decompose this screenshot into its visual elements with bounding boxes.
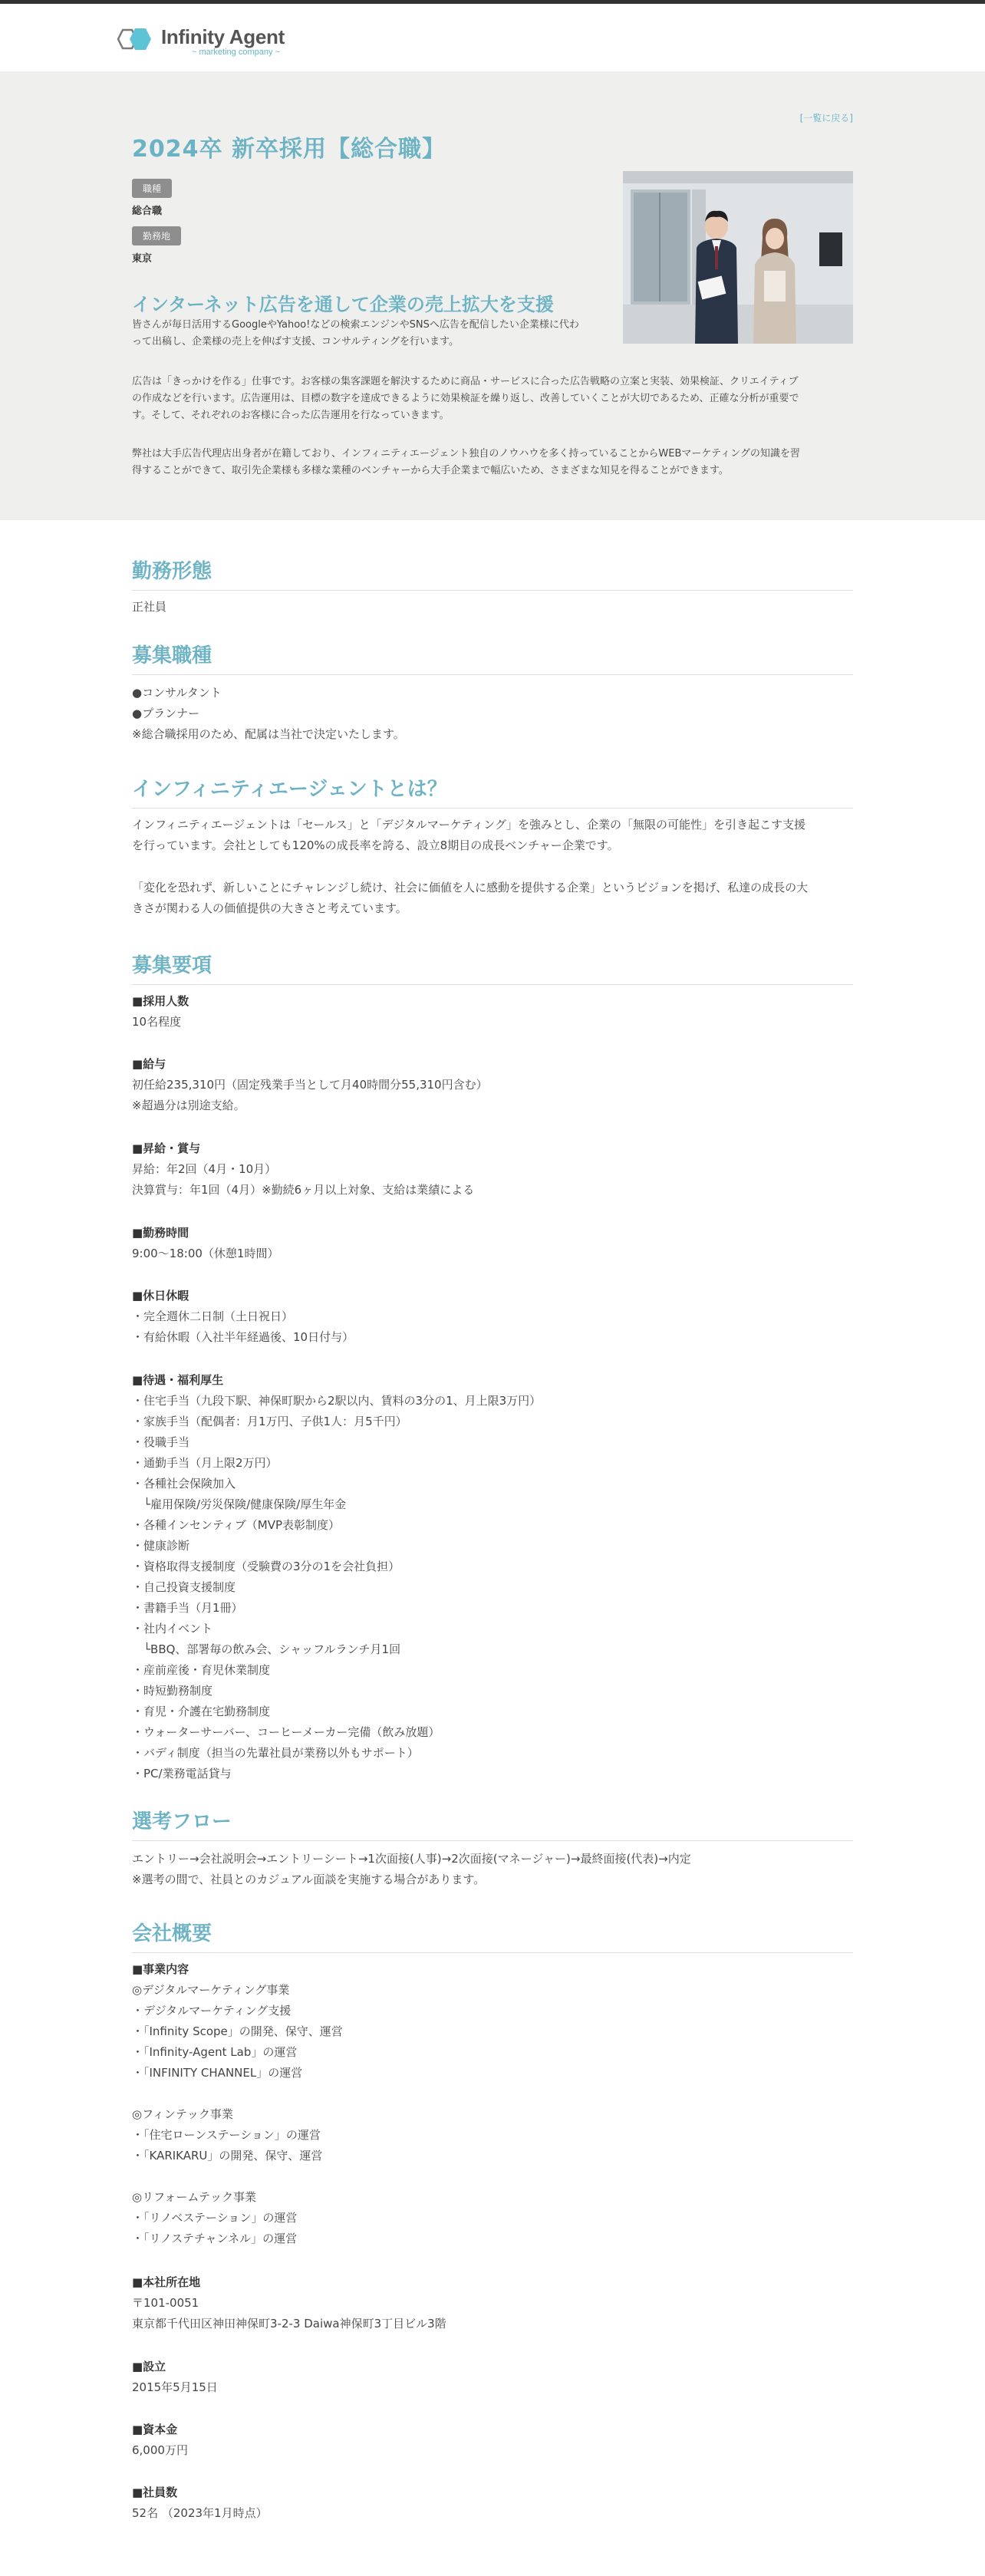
list-item: └雇用保険/労災保険/健康保険/厚生年金 xyxy=(132,1497,347,1511)
hours-value: 9:00〜18:00（休憩1時間） xyxy=(132,1247,279,1260)
list-item: ・役職手当 xyxy=(132,1435,190,1449)
back-to-list-link[interactable]: [一覧に戻る] xyxy=(799,113,853,124)
positions-heading: 募集職種 xyxy=(132,640,853,675)
list-item: ・「KARIKARU」の開発、保守、運営 xyxy=(132,2149,323,2163)
hours-label: ■勤務時間 xyxy=(132,1226,189,1240)
salary-value: 初任給235,310円（固定残業手当として月40時間分55,310円含む） ※超過分は別途支給。 xyxy=(132,1078,488,1112)
positions-list xyxy=(132,683,853,745)
benefits-label: ■待遇・福利厚生 xyxy=(132,1373,224,1387)
list-item: ●コンサルタント xyxy=(132,686,222,700)
list-item: ※総合職採用のため、配属は当社で決定いたします。 xyxy=(132,727,405,741)
job-type-value: 総合職 xyxy=(132,206,163,217)
hero-paragraph-3: 弊社は大手広告代理店出身者が在籍しており、インフィニティエージェント独自のノウハウを多く持っていることからWEBマーケティングの知識を習 得することができて、取引先企業様も多様な業種のベンチャーから大手企業まで幅広いため、さまざまな知見を得ることができます。 xyxy=(132,448,800,476)
holidays-value: ・完全週休二日制（土日祝日） ・有給休暇（入社半年経過後、10日付与） xyxy=(132,1309,354,1344)
list-item: ・「リノステチャンネル」の運営 xyxy=(132,2232,298,2245)
employment-heading: 勤務形態 xyxy=(132,555,853,591)
location-value: 東京 xyxy=(132,253,153,265)
list-item: ●プランナー xyxy=(132,707,200,720)
flow-heading: 選考フロー xyxy=(132,1806,853,1841)
list-item: ・「Infinity-Agent Lab」の運営 xyxy=(132,2045,298,2059)
employment-value: 正社員 xyxy=(132,600,167,614)
job-hero xyxy=(0,71,985,520)
list-item: ・「住宅ローンステーション」の運営 xyxy=(132,2128,321,2142)
job-meta xyxy=(132,179,285,274)
hero-paragraph-1: 皆さんが毎日活用するGoogleやYahoo!などの検索エンジンやSNSへ広告を配信したい企業様に代わ って出稿し、企業様の売上を伸ばす支援、コンサルティングを行います。 xyxy=(132,319,579,348)
list-item: ・健康診断 xyxy=(132,1539,190,1553)
list-item: ・時短勤務制度 xyxy=(132,1684,213,1698)
list-item: ◎フィンテック事業 xyxy=(132,2107,233,2121)
headcount-label: ■採用人数 xyxy=(132,994,189,1008)
holidays-label: ■休日休暇 xyxy=(132,1289,189,1303)
site-header xyxy=(0,4,985,71)
hq-label: ■本社所在地 xyxy=(132,2275,201,2289)
founded-label: ■設立 xyxy=(132,2360,166,2373)
job-type-badge: 職種 xyxy=(132,179,172,198)
employees-label: ■社員数 xyxy=(132,2485,178,2499)
about-paragraph-1: インフィニティエージェントは「セールス」と「デジタルマーケティング」を強みとし、企業の「無限の可能性」を引き起こす支援 を行っています。会社としても120%の成長率を誇る、設立8期目の成長ベンチャー企業です。 xyxy=(132,818,805,852)
about-heading: インフィニティエージェントとは？ xyxy=(132,773,853,809)
list-item: ・「Infinity Scope」の開発、保守、運営 xyxy=(132,2024,343,2038)
capital-value: 6,000万円 xyxy=(132,2443,188,2457)
list-item: ◎リフォームテック事業 xyxy=(132,2190,257,2204)
employees-value: 52名 （2023年1月時点） xyxy=(132,2506,268,2520)
list-item: ・書籍手当（月1冊） xyxy=(132,1601,243,1615)
capital-label: ■資本金 xyxy=(132,2423,178,2436)
headcount-value: 10名程度 xyxy=(132,1015,182,1029)
raise-value: 昇給：年2回（4月・10月） 決算賞与：年1回（4月）※勤続6ヶ月以上対象、支給は業績による xyxy=(132,1162,475,1197)
list-item: ・育児・介護在宅勤務制度 xyxy=(132,1705,271,1718)
office-staff-photo xyxy=(623,171,853,344)
list-item xyxy=(132,2166,853,2187)
raise-label: ■昇給・賞与 xyxy=(132,1141,201,1155)
list-item: ・自己投資支援制度 xyxy=(132,1580,236,1594)
location-badge: 勤務地 xyxy=(132,226,181,245)
list-item: ・資格取得支援制度（受験費の3分の1を会社負担） xyxy=(132,1560,400,1573)
hq-address: 〒101-0051 東京都千代田区神田神保町3-2-3 Daiwa神保町3丁目ビル3階 xyxy=(132,2296,446,2331)
list-item: ◎デジタルマーケティング事業 xyxy=(132,1983,290,1997)
hero-paragraph-2: 広告は「きっかけを作る」仕事です。お客様の集客課題を解決するために商品・サービスに合った広告戦略の立案と実装、効果検証、クリエイティブ の作成などを行います。広告運用は、目標の数字を達成できるように効果検証を繰り返し、改善していくことが大切であるため、正確な分析が重要で す。そして、それぞれのお客様に合った広告運用を行なっていきます。 xyxy=(132,376,799,421)
list-item: └BBQ、部署毎の飲み会、シャッフルランチ月1回 xyxy=(132,1642,401,1656)
benefits-list xyxy=(132,1391,853,1784)
logo-hexagon-icon xyxy=(117,27,160,51)
about-paragraph-2: 「変化を恐れず、新しいことにチャレンジし続け、社会に価値を人に感動を提供する企業」というビジョンを掲げ、私達の成長の大 きさが関わる人の価値提供の大きさと考えています。 xyxy=(132,881,809,915)
list-item xyxy=(132,2084,853,2104)
hero-lead-heading: インターネット広告を通して企業の売上拡大を支援 xyxy=(132,294,554,315)
brand-logo[interactable] xyxy=(117,24,285,62)
business-label: ■事業内容 xyxy=(132,1962,189,1976)
list-item: ・社内イベント xyxy=(132,1622,213,1636)
list-item: ・「リノベステーション」の運営 xyxy=(132,2211,298,2225)
list-item: ・「INFINITY CHANNEL」の運営 xyxy=(132,2066,303,2080)
list-item: ・ウォーターサーバー、コーヒーメーカー完備（飲み放題） xyxy=(132,1725,440,1739)
list-item: ・家族手当（配偶者：月1万円、子供1人：月5千円） xyxy=(132,1415,407,1428)
list-item: ・各種社会保険加入 xyxy=(132,1477,236,1491)
staff-photo-image xyxy=(623,171,853,344)
requirements-heading: 募集要項 xyxy=(132,950,853,985)
list-item: ・産前産後・育児休業制度 xyxy=(132,1663,271,1677)
brand-name: Infinity Agent xyxy=(161,25,285,48)
salary-label: ■給与 xyxy=(132,1057,166,1071)
flow-text: エントリー→会社説明会→エントリーシート→1次面接(人事)→2次面接(マネージャー)→最終面接(代表)→内定 ※選考の間で、社員とのカジュアル面談を実施する場合があります。 xyxy=(132,1852,691,1886)
list-item: ・通勤手当（月上限2万円） xyxy=(132,1456,278,1470)
brand-tagline: ~ marketing company ~ xyxy=(192,48,280,57)
page-title: 2024卒 新卒採用【総合職】 xyxy=(132,136,446,163)
list-item: ・デジタルマーケティング支援 xyxy=(132,2004,292,2018)
list-item: ・バディ制度（担当の先輩社員が業務以外もサポート） xyxy=(132,1746,419,1760)
company-heading: 会社概要 xyxy=(132,1918,853,1953)
list-item: ・住宅手当（九段下駅、神保町駅から2駅以内、賃料の3分の1、月上限3万円） xyxy=(132,1394,542,1408)
list-item: ・PC/業務電話貸与 xyxy=(132,1767,232,1780)
business-list xyxy=(132,1980,853,2249)
list-item: ・各種インセンティブ（MVP表彰制度） xyxy=(132,1518,341,1532)
founded-value: 2015年5月15日 xyxy=(132,2380,218,2394)
